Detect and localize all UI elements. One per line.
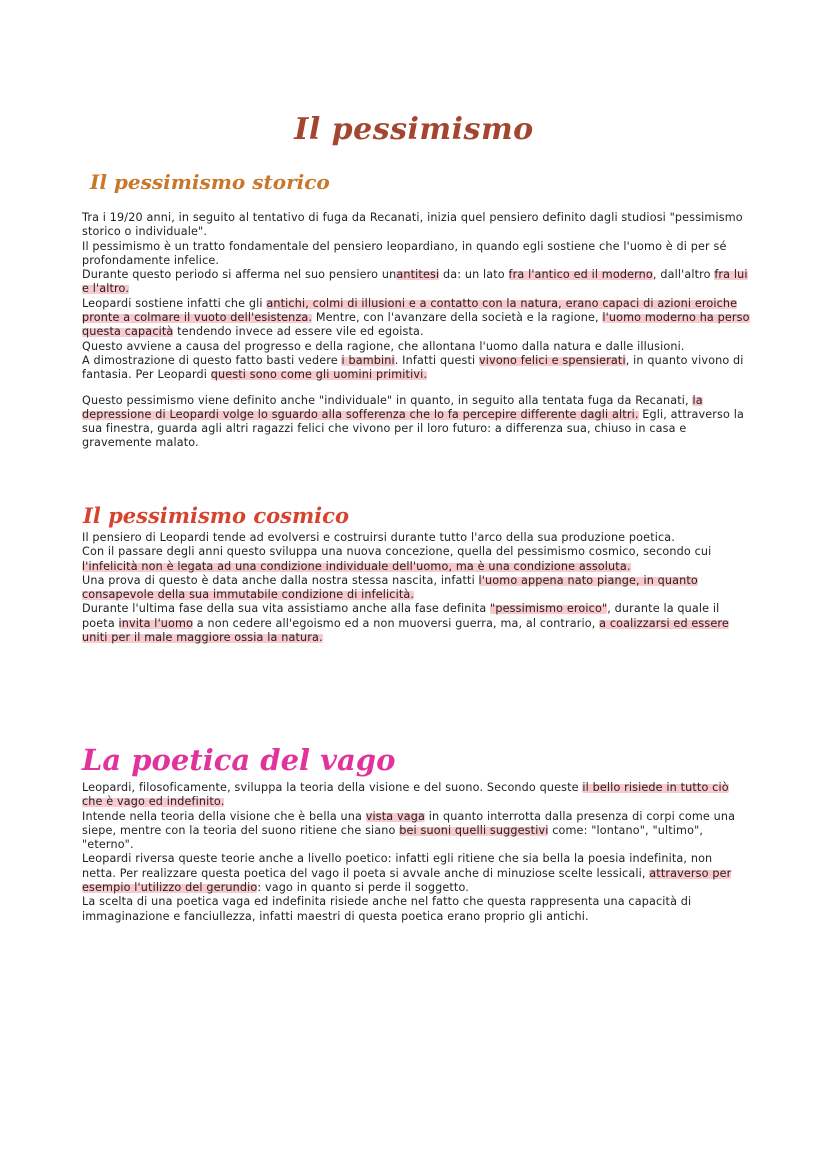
highlight: attraverso per esempio l'utilizzo del gerundio	[82, 866, 732, 895]
text: . Infatti questi	[394, 353, 480, 367]
paragraph	[82, 810, 750, 853]
text: Leopardi riversa queste teorie anche a livello poetico: infatti egli ritiene che sia bella la poesia indefinita, non netta. Per realizzare questa poetica del vago il poeta si avvale anche di minuziose scelte lessicali,	[82, 852, 713, 880]
paragraph	[82, 574, 750, 603]
text: Intende nella teoria della visione che è bella una	[82, 809, 366, 823]
paragraph	[82, 268, 750, 297]
highlight: antitesi	[396, 268, 440, 282]
paragraph	[82, 602, 750, 645]
highlight: l'infelicità non è legata ad una condizione individuale dell'uomo, ma è una condizione assoluta.	[82, 559, 631, 573]
paragraph	[82, 781, 750, 810]
text: in quanto interrotta dalla presenza di corpi come una siepe, mentre con la teoria del suono ritiene che siano	[82, 809, 736, 837]
text: Egli, attraverso la sua finestra, guarda agli altri ragazzi felici che vivono per il loro futuro: a differenza sua, chiuso in casa e gravemente malato.	[82, 407, 744, 450]
text: da: un lato	[439, 268, 509, 282]
section-pessimismo-cosmico	[82, 531, 750, 645]
text: , in quanto vivono di fantasia. Per Leopardi	[82, 353, 744, 382]
paragraph	[82, 852, 750, 895]
paragraph: Questo avviene a causa del progresso e della ragione, che allontana l'uomo dalla natura e dalle illusioni.	[82, 339, 685, 353]
paragraph: Tra i 19/20 anni, in seguito al tentativo di fuga da Recanati, inizia quel pensiero definito dagli studiosi "pessimismo storico o individuale".	[82, 211, 743, 239]
text: a non cedere all'egoismo ed a non muoversi guerra, ma, al contrario,	[193, 616, 600, 630]
text: Questo pessimismo viene definito anche "individuale" in quanto, in seguito alla tentata fuga da Recanati,	[82, 393, 693, 407]
paragraph	[82, 354, 750, 383]
paragraph	[82, 394, 750, 451]
text: Durante l'ultima fase della sua vita assistiamo anche alla fase definita	[82, 602, 491, 616]
heading-poetica-del-vago: La poetica del vago	[82, 743, 396, 777]
text: Mentre, con l'avanzare della società e la ragione,	[312, 311, 603, 325]
text: , dall'altro	[652, 268, 715, 282]
highlight: fra lui e l'altro.	[82, 268, 748, 296]
paragraph: La scelta di una poetica vaga ed indefinita risiede anche nel fatto che questa rappresenta una capacità di immaginazione e fanciullezza, infatti maestri di questa poetica erano proprio gli antichi.	[82, 895, 692, 923]
highlight: fra l'antico ed il moderno	[508, 268, 653, 282]
paragraph	[82, 297, 750, 340]
text: Leopardi, filosoficamente, sviluppa la teoria della visione e del suono. Secondo queste	[82, 781, 583, 794]
highlight: i bambini	[341, 353, 395, 367]
text: , durante la quale il poeta	[82, 602, 720, 630]
text: Leopardi sostiene infatti che gli	[82, 296, 267, 310]
section-poetica-del-vago	[82, 781, 750, 924]
highlight: invita l'uomo	[118, 616, 194, 630]
highlight: l'uomo moderno ha perso questa capacità	[82, 311, 750, 339]
highlight: l'uomo appena nato piange, in quanto consapevole della sua immutabile condizione di infelicità.	[82, 573, 698, 602]
highlight: vivono felici e spensierati	[479, 353, 626, 367]
text: Con il passare degli anni questo sviluppa una nuova concezione, quella del pessimismo cosmico, secondo cui	[82, 545, 712, 559]
highlight: bei suoni quelli suggestivi	[399, 823, 549, 837]
highlight: il bello risiede in tutto ciò che è vago ed indefinito.	[82, 781, 729, 809]
text: : vago in quanto si perde il soggetto.	[257, 881, 469, 895]
highlight: a coalizzarsi ed essere uniti per il male maggiore ossia la natura.	[82, 616, 729, 645]
heading-pessimismo-cosmico: Il pessimismo cosmico	[83, 503, 349, 528]
section-pessimismo-storico	[82, 211, 750, 451]
paragraph: Il pessimismo è un tratto fondamentale del pensiero leopardiano, in quando egli sostiene che l'uomo è di per sé profondamente infelice.	[82, 239, 727, 267]
text: come: "lontano", "ultimo", "eterno".	[82, 823, 704, 852]
highlight: "pessimismo eroico"	[490, 602, 608, 616]
highlight: la depressione di Leopardi volge lo sguardo alla sofferenza che lo fa percepire differente dagli altri.	[82, 393, 703, 421]
highlight: questi sono come gli uomini primitivi.	[210, 368, 428, 382]
paragraph: Il pensiero di Leopardi tende ad evolversi e costruirsi durante tutto l'arco della sua produzione poetica.	[82, 531, 676, 544]
text: tendendo invece ad essere vile ed egoista.	[173, 325, 424, 339]
text: Durante questo periodo si afferma nel suo pensiero un	[82, 268, 397, 282]
text: Una prova di questo è data anche dalla nostra stessa nascita, infatti	[82, 573, 479, 587]
page-title: Il pessimismo	[294, 112, 534, 148]
highlight: vista vaga	[365, 809, 426, 823]
heading-pessimismo-storico: Il pessimismo storico	[90, 170, 330, 194]
paragraph	[82, 545, 750, 574]
text: A dimostrazione di questo fatto basti vedere	[82, 353, 342, 367]
highlight: antichi, colmi di illusioni e a contatto con la natura, erano capaci di azioni eroiche pronte a colmare il vuoto dell'esistenza.	[82, 296, 738, 325]
